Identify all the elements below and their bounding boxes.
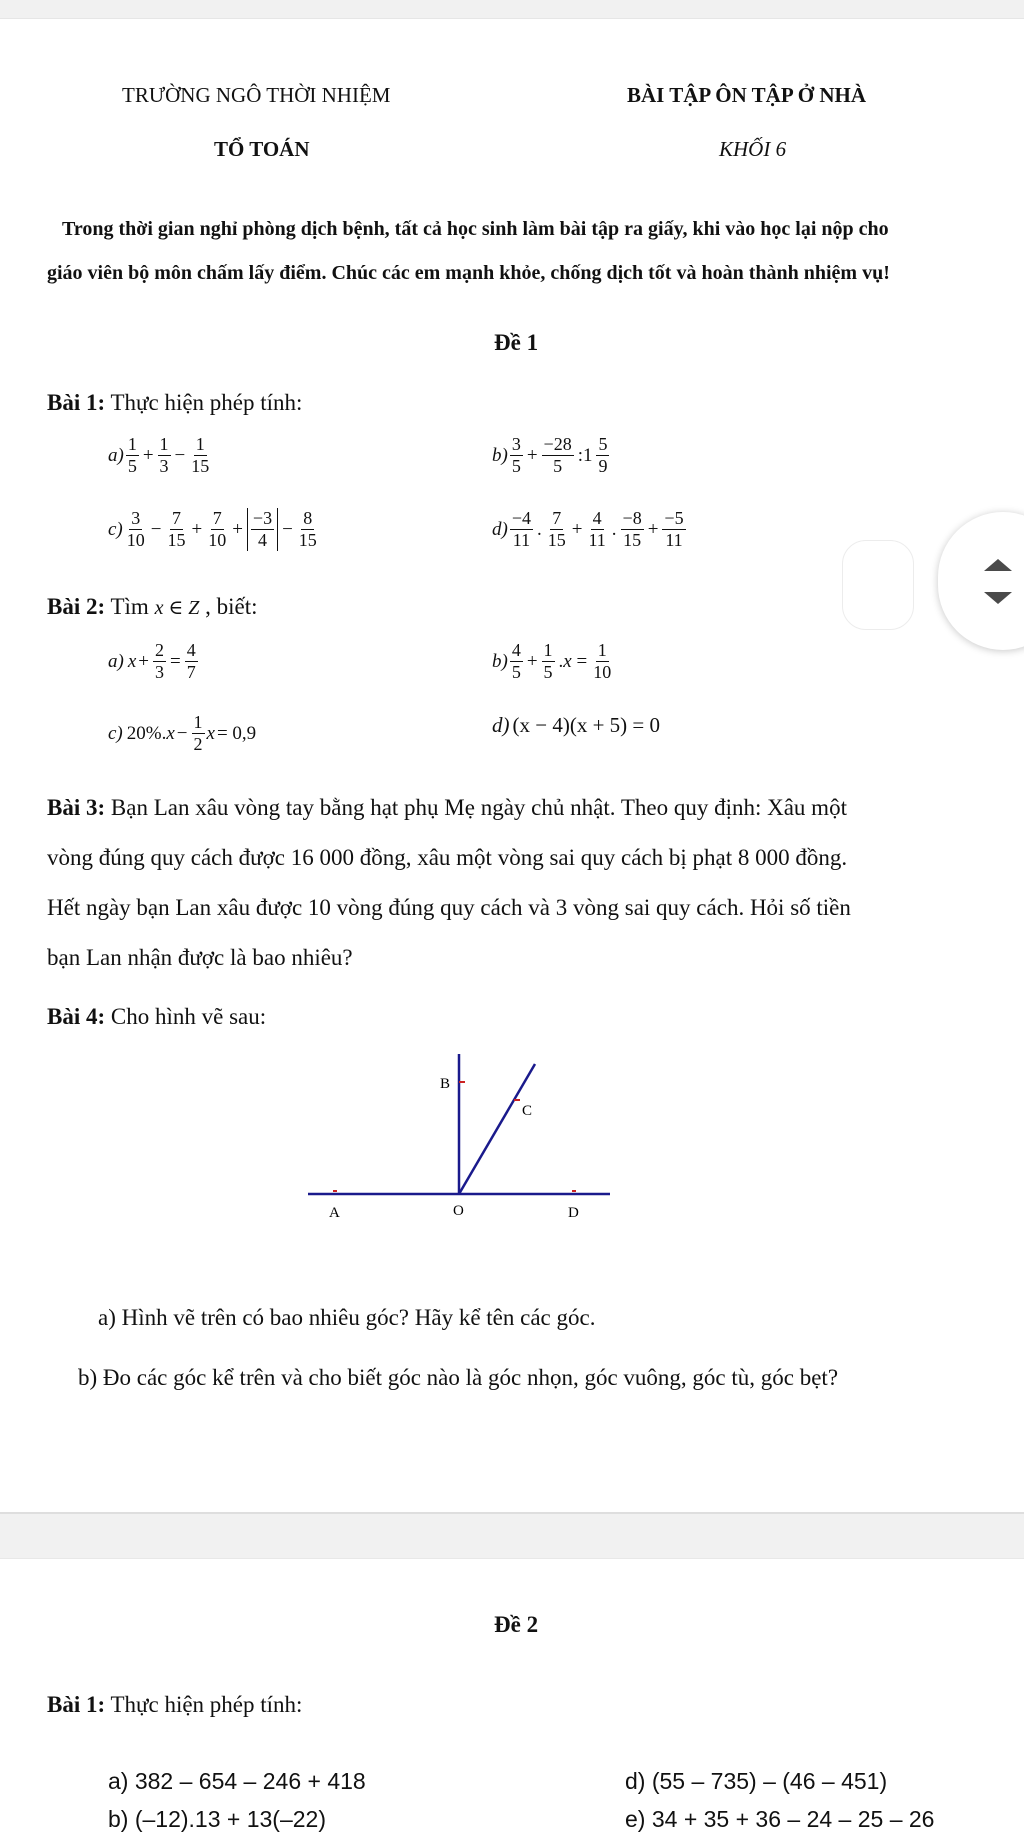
fraction: $\frac{4}{5}$ <box>511 640 521 682</box>
absolute-value: $\frac{-3}{4}$ <box>247 508 278 551</box>
fraction: $\frac{3}{10}$ <box>126 508 145 550</box>
fraction: $\frac{-28}{5}$ <box>543 434 572 476</box>
bai4-question-b: b) Đo các góc kể trên và cho biết góc nào là góc nhọn, góc vuông, góc tù, góc bẹt? <box>78 1365 839 1390</box>
fraction: $\frac{8}{15}$ <box>298 508 317 550</box>
part-label: d) <box>492 518 508 540</box>
bai1-a-expr: a) $\frac{1}{5}$ + $\frac{1}{3}$ − $\frac{1}{15}$ <box>108 434 210 476</box>
part-label: b) <box>492 650 508 672</box>
label-b: B <box>440 1076 451 1092</box>
part-label: b) <box>492 444 508 466</box>
bai2-c-prefix: 20%. <box>126 722 167 744</box>
fraction: $\frac{1}{5}$ <box>127 434 137 476</box>
de2-bai1-a: a) 382 – 654 – 246 + 418 <box>108 1768 366 1794</box>
part-label: c) <box>108 518 123 540</box>
fraction: $\frac{1}{15}$ <box>191 434 210 476</box>
bai2-d-equation: (x − 4)(x + 5) = 0 <box>512 713 661 737</box>
fraction: $\frac{-5}{11}$ <box>664 508 684 550</box>
fraction: $\frac{3}{5}$ <box>511 434 521 476</box>
grade-label: KHỐI 6 <box>719 137 787 161</box>
page-scroll-control[interactable] <box>938 512 1024 650</box>
de1-bai2-heading <box>47 594 258 620</box>
fraction: $\frac{7}{15}$ <box>547 508 566 550</box>
part-label: c) <box>108 722 123 744</box>
scroll-up-icon[interactable] <box>984 559 1012 571</box>
bai1-d-expr: d) $\frac{-4}{11}$ . $\frac{7}{15}$ + $\frac{4}{11}$ . $\frac{-8}{15}$ + $\frac{-5}{11}$ <box>492 508 684 550</box>
de1-bai4-heading <box>47 1004 266 1030</box>
part-label: a) <box>108 444 124 466</box>
ray-oc <box>459 1064 535 1194</box>
intro-line-1: Trong thời gian nghỉ phòng dịch bệnh, tất cả học sinh làm bài tập ra giấy, khi vào học lại nộp cho <box>62 218 889 240</box>
bai2-set-math: x ∈ Z <box>154 597 200 619</box>
fraction: $\frac{-4}{11}$ <box>511 508 531 550</box>
bai1-b-expr: b) $\frac{3}{5}$ + $\frac{-28}{5}$ :1 $\frac{5}{9}$ <box>492 434 608 476</box>
bai1-label: Bài 1: <box>47 390 106 415</box>
bai3-line-2: vòng đúng quy cách được 16 000 đồng, xâu một vòng sai quy cách bị phạt 8 000 đồng. <box>47 845 848 870</box>
bai3-text: Bạn Lan xâu vòng tay bằng hạt phụ Mẹ ngày chủ nhật. Theo quy định: Xâu một <box>110 795 847 820</box>
label-d: D <box>568 1205 579 1221</box>
floating-blank-button[interactable] <box>842 540 914 630</box>
label-c: C <box>522 1103 533 1119</box>
page-separator <box>0 1512 1024 1559</box>
bai1-text: Thực hiện phép tính: <box>110 390 303 415</box>
bai3-line-4: bạn Lan nhận được là bao nhiêu? <box>47 945 353 970</box>
bai2-label: Bài 2: <box>47 594 106 619</box>
bai4-label: Bài 4: <box>47 1004 106 1029</box>
bai4-text: Cho hình vẽ sau: <box>110 1004 267 1029</box>
part-label: a) <box>108 650 124 672</box>
fraction: $\frac{1}{3}$ <box>159 434 169 476</box>
intro-line-2: giáo viên bộ môn chấm lấy điểm. Chúc các em mạnh khỏe, chống dịch tốt và hoàn thành nhiệm vụ! <box>47 262 890 284</box>
department-name: TỔ TOÁN <box>214 137 310 161</box>
bai2-a-expr: a) x + $\frac{2}{3}$ = $\frac{4}{7}$ <box>108 640 196 682</box>
fraction: $\frac{5}{9}$ <box>598 434 608 476</box>
scroll-down-icon[interactable] <box>984 592 1012 604</box>
de1-bai1-heading <box>47 390 302 416</box>
angle-figure <box>300 1040 620 1230</box>
de2-bai1-label: Bài 1: <box>47 1692 106 1717</box>
de2-bai1-text: Thực hiện phép tính: <box>110 1692 303 1717</box>
bai1-c-expr: c) $\frac{3}{10}$ − $\frac{7}{15}$ + $\frac{7}{10}$ + $\frac{-3}{4}$ − $\frac{8}{15}$ <box>108 508 317 550</box>
bai3-label: Bài 3: <box>47 795 106 820</box>
de2-bai1-d: d) (55 – 735) – (46 – 451) <box>625 1768 888 1794</box>
school-name: TRƯỜNG NGÔ THỜI NHIỆM <box>122 83 391 107</box>
fraction: $\frac{4}{7}$ <box>186 640 196 682</box>
scroll-arrows <box>938 512 1024 650</box>
bai2-c-expr: c) 20%. x − $\frac{1}{2}$ x = 0,9 <box>108 712 257 754</box>
de2-title: Đề 2 <box>494 1612 539 1637</box>
bai2-b-expr: b) $\frac{4}{5}$ + $\frac{1}{5}$ .x = $\frac{1}{10}$ <box>492 640 612 682</box>
fraction: $\frac{2}{3}$ <box>154 640 164 682</box>
bai2-text-after: , biết: <box>205 594 258 619</box>
label-a: A <box>329 1205 340 1221</box>
bai3-line-1 <box>47 795 847 821</box>
de2-bai1-e: e) 34 + 35 + 36 – 24 – 25 – 26 <box>625 1806 935 1832</box>
fraction: $\frac{7}{15}$ <box>167 508 186 550</box>
bai3-line-3: Hết ngày bạn Lan xâu được 10 vòng đúng quy cách và 3 vòng sai quy cách. Hỏi số tiền <box>47 895 851 920</box>
top-chrome-bar <box>0 0 1024 19</box>
label-o: O <box>453 1203 464 1219</box>
part-label: d) <box>492 713 510 737</box>
fraction: $\frac{1}{5}$ <box>543 640 553 682</box>
fraction: $\frac{-8}{15}$ <box>622 508 642 550</box>
fraction: $\frac{4}{11}$ <box>588 508 606 550</box>
de2-bai1-heading <box>47 1692 302 1718</box>
document-title: BÀI TẬP ÔN TẬP Ở NHÀ <box>627 83 867 107</box>
bai4-question-a: a) Hình vẽ trên có bao nhiêu góc? Hãy kể tên các góc. <box>98 1305 596 1330</box>
fraction: $\frac{1}{10}$ <box>593 640 612 682</box>
fraction: $\frac{7}{10}$ <box>208 508 227 550</box>
de2-bai1-b: b) (–12).13 + 13(–22) <box>108 1806 326 1832</box>
bai2-d-expr <box>492 713 660 738</box>
fraction: $\frac{1}{2}$ <box>193 712 203 754</box>
de1-title: Đề 1 <box>494 330 539 355</box>
bai2-text-before: Tìm <box>110 594 149 619</box>
